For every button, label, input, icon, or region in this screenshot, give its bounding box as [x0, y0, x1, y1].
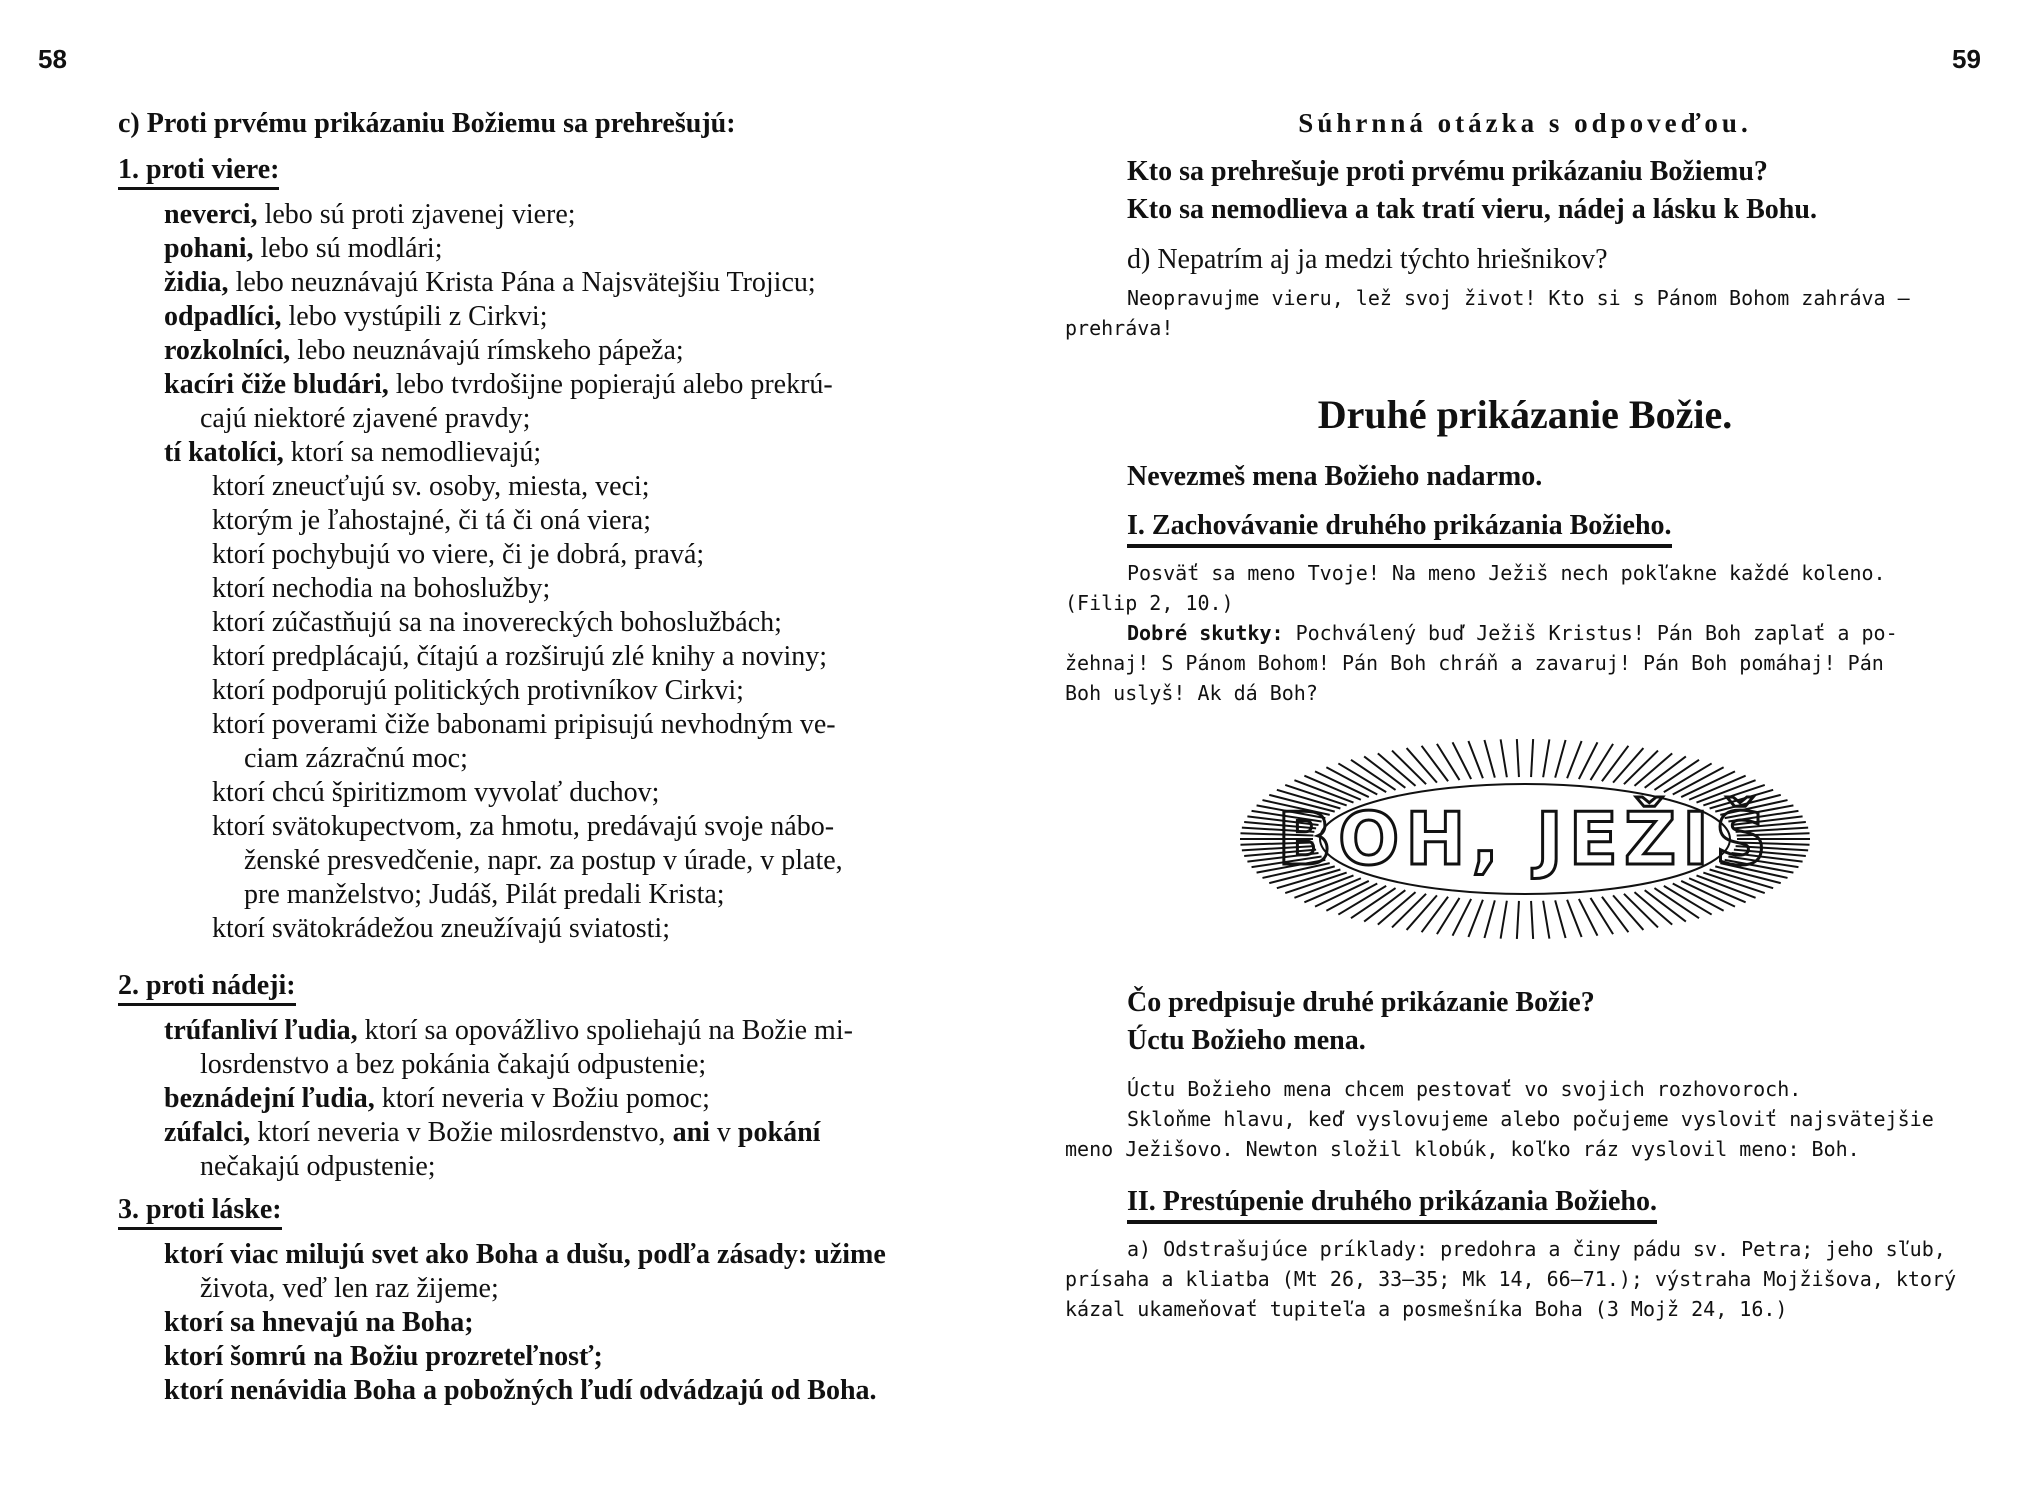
- entry-unbelievers: neverci, lebo sú proti zjavenej viere;: [164, 199, 576, 230]
- summary-question: Kto sa prehrešuje proti prvému prikázaniu Božiemu?: [1127, 156, 1768, 187]
- good-deeds-line-3: Boh uslyš! Ak dá Boh?: [1065, 681, 1318, 705]
- entry-hate-god: ktorí nenávidia Boha a pobožných ľudí odvádzajú od Boha.: [164, 1375, 877, 1406]
- section-I-heading: I. Zachovávanie druhého prikázania Božieho.: [1127, 510, 1672, 548]
- catholic-line: ktorí svätokupectvom, za hmotu, predávajú svoje nábo-: [212, 811, 835, 842]
- banner-ray: [1407, 895, 1437, 930]
- banner-ray: [1602, 746, 1628, 781]
- answer-2: Úctu Božieho mena.: [1127, 1025, 1366, 1056]
- entry-love-world-cont: života, veď len raz žijeme;: [200, 1273, 499, 1304]
- section-d-note-1: Neopravujme vieru, lež svoj život! Kto si s Pánom Bohom zahráva —: [1127, 286, 1910, 310]
- section-c-heading: c) Proti prvému prikázaniu Božiemu sa prehrešujú:: [118, 108, 736, 139]
- catholic-line: ktorí zneucťujú sv. osoby, miesta, veci;: [212, 471, 650, 502]
- section-I-text-1: Posväť sa meno Tvoje! Na meno Ježiš nech pokľakne každé koleno.: [1127, 561, 1886, 585]
- banner-ray: [1484, 900, 1494, 938]
- catholic-line-cont: ciam zázračnú moc;: [244, 743, 468, 774]
- banner-ray: [1422, 746, 1448, 781]
- entry-heretics: kacíri čiže bludári, lebo tvrdošijne popierajú alebo prekrú-: [164, 369, 833, 400]
- banner-ray: [1422, 897, 1448, 932]
- banner-ray: [1555, 900, 1565, 938]
- banner-ray: [1501, 739, 1507, 777]
- banner-ray: [1613, 895, 1643, 930]
- right-page: [1065, 108, 1985, 1324]
- catholic-line: ktorí nechodia na bohoslužby;: [212, 573, 551, 604]
- question-2: Čo predpisuje druhé prikázanie Božie?: [1127, 987, 1595, 1018]
- section-II-text-3: kázal ukameňovať tupiteľa a posmešníka Boha (3 Mojž 24, 16.): [1065, 1297, 1788, 1321]
- banner-ray: [1567, 900, 1581, 937]
- banner-text: BOH, JEŽIŠ: [1277, 797, 1773, 881]
- entry-grumble: ktorí šomrú na Božiu prozreteľnosť;: [164, 1341, 603, 1372]
- banner-ray: [1531, 901, 1533, 939]
- banner-ray: [1543, 739, 1549, 777]
- page-number-left: 58: [38, 44, 67, 74]
- answer-2-text-1: Úctu Božieho mena chcem pestovať vo svojich rozhovoroch.: [1127, 1077, 1802, 1101]
- entry-hopeless: beznádejní ľudia, ktorí neveria v Božiu pomoc;: [164, 1083, 710, 1114]
- section-II-text-1: a) Odstrašujúce príklady: predohra a činy pádu sv. Petra; jeho sľub,: [1127, 1237, 1946, 1261]
- catholic-line: ktorým je ľahostajné, či tá či oná viera;: [212, 505, 651, 536]
- good-deeds-line: Dobré skutky: Pochválený buď Ježiš Kristus! Pán Boh zaplať a po-: [1127, 621, 1898, 645]
- entry-jews: židia, lebo neuznávajú Krista Pána a Najsvätejšiu Trojicu;: [164, 267, 816, 298]
- faith-entries: [164, 198, 998, 946]
- entry-pagans: pohani, lebo sú modlári;: [164, 233, 443, 264]
- banner-ray: [1555, 740, 1565, 778]
- entry-love-world: ktorí viac milujú svet ako Boha a dušu, podľa zásady: užime: [164, 1239, 886, 1270]
- catholic-line: ktorí predplácajú, čítajú a rozširujú zlé knihy a noviny;: [212, 641, 828, 672]
- entry-despairing-cont: nečakajú odpustenie;: [200, 1151, 436, 1182]
- entry-presumptuous: trúfanliví ľudia, ktorí sa opovážlivo spoliehajú na Božie mi-: [164, 1015, 853, 1046]
- answer-2-text-3: meno Ježišovo. Newton složil klobúk, koľko ráz vyslovil meno: Boh.: [1065, 1137, 1860, 1161]
- banner-ray: [1468, 741, 1482, 778]
- entry-catholics: tí katolíci, ktorí sa nemodlievajú;: [164, 437, 542, 468]
- subheading-love: 3. proti láske:: [118, 1194, 282, 1230]
- love-entries: [164, 1238, 998, 1408]
- catholic-line-cont: pre manželstvo; Judáš, Pilát predali Krista;: [244, 879, 725, 910]
- catholic-line: ktorí pochybujú vo viere, či je dobrá, pravá;: [212, 539, 705, 570]
- entry-presumptuous-cont: losrdenstvo a bez pokánia čakajú odpustenie;: [200, 1049, 707, 1080]
- page-number-right: 59: [1952, 44, 1981, 74]
- catholic-line: ktorí zúčastňujú sa na inovereckých bohoslužbách;: [212, 607, 782, 638]
- entry-despairing: zúfalci, ktorí neveria v Božie milosrdenstvo, ani v pokání: [164, 1117, 821, 1148]
- catholic-line: ktorí poverami čiže babonami pripisujú nevhodným ve-: [212, 709, 836, 740]
- chapter-title: Druhé prikázanie Božie.: [1317, 392, 1733, 437]
- banner-ray: [1613, 748, 1643, 783]
- banner-ray: [1602, 897, 1628, 932]
- commandment-text: Nevezmeš mena Božieho nadarmo.: [1127, 461, 1543, 492]
- banner-ray: [1517, 901, 1519, 939]
- left-page: [118, 108, 998, 1408]
- catholic-line: ktorí chcú špiritizmom vyvolať duchov;: [212, 777, 660, 808]
- banner-ray: [1531, 739, 1533, 777]
- banner-ray: [1501, 901, 1507, 939]
- subheading-faith: 1. proti viere:: [118, 154, 279, 190]
- section-d-note-2: prehráva!: [1065, 316, 1174, 340]
- banner-ray: [1484, 740, 1494, 778]
- subheading-hope: 2. proti nádeji:: [118, 970, 296, 1006]
- catholic-line: ktorí podporujú politických protivníkov Cirkvi;: [212, 675, 744, 706]
- entry-heretics-cont: cajú niektoré zjavené pravdy;: [200, 403, 531, 434]
- entry-schismatics: rozkolníci, lebo neuznávajú rímskeho pápeža;: [164, 335, 684, 366]
- section-II-heading: II. Prestúpenie druhého prikázania Božieho.: [1127, 1186, 1657, 1224]
- boh-jezis-banner: [1225, 734, 1825, 944]
- banner-ray: [1407, 748, 1437, 783]
- summary-answer: Kto sa nemodlieva a tak tratí vieru, nádej a lásku k Bohu.: [1127, 194, 1817, 225]
- catholic-line: ktorí svätokrádežou zneužívajú sviatosti;: [212, 913, 670, 944]
- banner-ray: [1468, 900, 1482, 937]
- section-II-text-2: prísaha a kliatba (Mt 26, 33—35; Mk 14, 66—71.); výstraha Mojžišova, ktorý: [1065, 1267, 1957, 1291]
- answer-2-text-2: Skloňme hlavu, keď vyslovujeme alebo počujeme vysloviť najsvätejšie: [1127, 1107, 1934, 1131]
- banner-ray: [1567, 741, 1581, 778]
- banner-ray: [1517, 739, 1519, 777]
- banner-ray: [1543, 901, 1549, 939]
- section-I-text-2: (Filip 2, 10.): [1065, 591, 1234, 615]
- entry-angry-god: ktorí sa hnevajú na Boha;: [164, 1307, 474, 1338]
- section-d-heading: d) Nepatrím aj ja medzi týchto hriešnikov?: [1127, 244, 1608, 275]
- good-deeds-line-2: žehnaj! S Pánom Bohom! Pán Boh chráň a zavaruj! Pán Boh pomáhaj! Pán: [1065, 651, 1884, 675]
- summary-title: Súhrnná otázka s odpoveďou.: [1298, 108, 1752, 138]
- hope-entries: [164, 1014, 998, 1184]
- entry-apostates: odpadlíci, lebo vystúpili z Cirkvi;: [164, 301, 548, 332]
- catholic-line-cont: ženské presvedčenie, napr. za postup v úrade, v plate,: [244, 845, 843, 876]
